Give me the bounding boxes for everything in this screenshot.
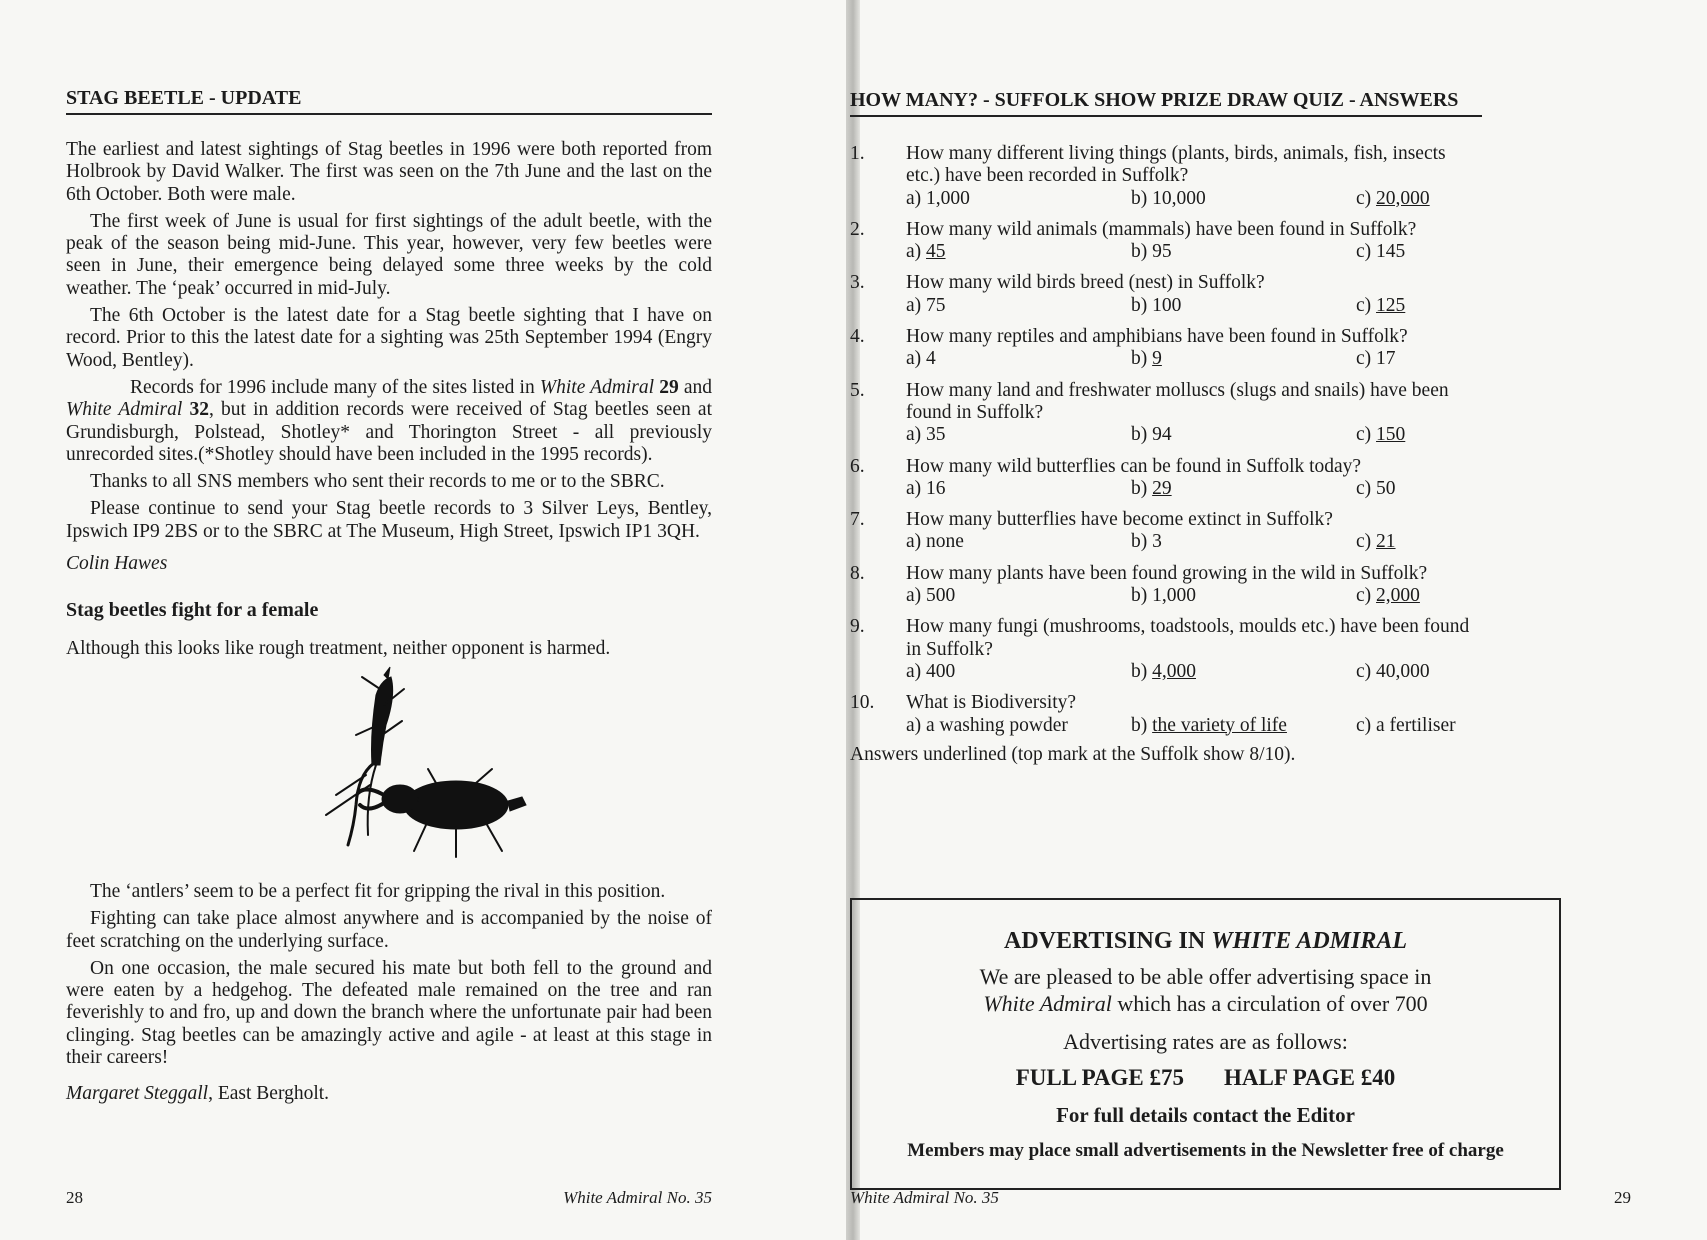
question-text: How many plants have been found growing in the wild in Suffolk? bbox=[906, 562, 1428, 584]
right-page bbox=[850, 0, 1707, 1240]
option-b: b) 3 bbox=[1131, 531, 1162, 553]
option-b: b) 1,000 bbox=[1131, 585, 1196, 607]
correct-answer: 9 bbox=[1152, 348, 1162, 370]
correct-answer: 125 bbox=[1376, 294, 1406, 316]
quiz-question bbox=[850, 456, 1482, 501]
option-c: c) a fertiliser bbox=[1356, 714, 1456, 736]
quiz-answers bbox=[850, 88, 1482, 771]
option-prefix: b) bbox=[1131, 714, 1153, 736]
quiz-question bbox=[850, 380, 1482, 447]
page-number: 28 bbox=[66, 1188, 83, 1207]
question-text: How many wild animals (mammals) have been found in Suffolk? bbox=[906, 218, 1417, 240]
question-number: 7. bbox=[850, 509, 865, 531]
advert-title bbox=[852, 928, 1559, 955]
question-number: 2. bbox=[850, 218, 865, 240]
option-b bbox=[1131, 661, 1356, 683]
answers-note: Answers underlined (top mark at the Suffolk show 8/10). bbox=[850, 743, 1296, 765]
text: which has a circulation of over 700 bbox=[1111, 991, 1428, 1016]
text: ADVERTISING IN bbox=[1003, 928, 1212, 954]
stag-beetle-article bbox=[66, 86, 712, 1111]
option-b bbox=[1131, 715, 1356, 737]
question-number: 4. bbox=[850, 326, 865, 348]
option-b: b) 10,000 bbox=[1131, 187, 1206, 209]
paragraph: The ‘antlers’ seem to be a perfect fit for gripping the rival in this position. bbox=[90, 880, 666, 902]
correct-answer: 2,000 bbox=[1376, 585, 1420, 607]
option-c: c) 145 bbox=[1356, 241, 1406, 263]
advert-members-note: Members may place small advertisements in the Newsletter free of charge bbox=[907, 1140, 1504, 1161]
option-prefix: c) bbox=[1356, 585, 1377, 607]
option-a: a) 400 bbox=[906, 660, 956, 682]
question-text: How many wild birds breed (nest) in Suffolk? bbox=[906, 272, 1265, 294]
question-text: How many butterflies have become extinct in Suffolk? bbox=[906, 509, 1333, 531]
paragraph: Fighting can take place almost anywhere and is accompanied by the noise of feet scratching on the underlying surface. bbox=[66, 908, 712, 952]
advertising-box bbox=[850, 898, 1561, 1190]
option-c bbox=[1356, 585, 1420, 607]
question-text: How many fungi (mushrooms, toadstools, moulds etc.) have been found in Suffolk? bbox=[906, 616, 1470, 660]
paragraph: Thanks to all SNS members who sent their records to me or to the SBRC. bbox=[90, 471, 665, 493]
question-text: How many wild butterflies can be found in Suffolk today? bbox=[906, 455, 1362, 477]
subheading: Stag beetles fight for a female bbox=[66, 599, 319, 622]
article-heading: STAG BEETLE - UPDATE bbox=[66, 86, 712, 115]
option-prefix: b) bbox=[1131, 348, 1153, 370]
paragraph: Although this looks like rough treatment, neither opponent is harmed. bbox=[66, 637, 611, 659]
quiz-list bbox=[850, 143, 1482, 737]
option-a: a) a washing powder bbox=[906, 714, 1068, 736]
full-page-price: FULL PAGE £75 bbox=[1015, 1065, 1185, 1090]
option-prefix: a) bbox=[906, 241, 927, 263]
option-c: c) 17 bbox=[1356, 348, 1396, 370]
option-c: c) 50 bbox=[1356, 477, 1396, 499]
question-number: 6. bbox=[850, 455, 865, 477]
footer-title: White Admiral No. 35 bbox=[563, 1188, 712, 1207]
quiz-question bbox=[850, 219, 1482, 264]
option-b: b) 94 bbox=[1131, 424, 1172, 446]
quiz-question bbox=[850, 272, 1482, 317]
question-number: 1. bbox=[850, 143, 865, 164]
text: and bbox=[678, 376, 712, 398]
option-c bbox=[1356, 295, 1405, 317]
advert-line: We are pleased to be able offer advertising space in bbox=[979, 964, 1432, 989]
option-b bbox=[1131, 478, 1356, 500]
quiz-question bbox=[850, 326, 1482, 371]
option-prefix: c) bbox=[1356, 294, 1377, 316]
publication-name: WHITE ADMIRAL bbox=[1211, 928, 1408, 954]
correct-answer: 21 bbox=[1376, 531, 1396, 553]
option-b: b) 100 bbox=[1131, 294, 1182, 316]
option-b bbox=[1131, 348, 1356, 370]
advert-contact: For full details contact the Editor bbox=[1056, 1103, 1355, 1127]
option-c bbox=[1356, 188, 1430, 210]
quiz-question bbox=[850, 616, 1482, 683]
advert-line bbox=[852, 990, 1559, 1017]
question-text: How many reptiles and amphibians have been found in Suffolk? bbox=[906, 326, 1408, 348]
paragraph: On one occasion, the male secured his mate but both fell to the ground and were eaten by a hedgehog. The defeated male remained on the tree and ran feverishly to and fro, up and down the branch where the unfortunate pair had been clinging. Stag beetles can be amazingly active and agile - at least at this stage in their careers! bbox=[66, 957, 712, 1069]
option-prefix: c) bbox=[1356, 531, 1377, 553]
author: Colin Hawes bbox=[66, 553, 168, 575]
option-a: a) 16 bbox=[906, 477, 946, 499]
quiz-question bbox=[850, 143, 1482, 210]
option-c bbox=[1356, 531, 1396, 553]
option-c bbox=[1356, 424, 1405, 446]
option-a: a) 75 bbox=[906, 294, 946, 316]
publication-name: White Admiral bbox=[66, 399, 183, 421]
option-prefix: c) bbox=[1356, 187, 1377, 209]
option-a: a) 1,000 bbox=[906, 187, 970, 209]
question-text: How many different living things (plants, birds, animals, fish, insects etc.) have been recorded in Suffolk? bbox=[906, 143, 1446, 187]
correct-answer: the variety of life bbox=[1152, 714, 1287, 736]
publication-name: White Admiral bbox=[539, 376, 655, 398]
issue-number: 29 bbox=[654, 376, 679, 398]
advert-rates-label: Advertising rates are as follows: bbox=[1063, 1029, 1348, 1054]
option-a bbox=[906, 241, 1131, 263]
author-place: , East Bergholt. bbox=[208, 1083, 330, 1105]
paragraph: The 6th October is the latest date for a Stag beetle sighting that I have on record. Prior to this the latest date for a sighting was 25th September 1994 (Engry Wood, Bentley). bbox=[66, 305, 712, 371]
option-a: a) 500 bbox=[906, 585, 956, 607]
question-number: 9. bbox=[850, 616, 865, 638]
footer-title: White Admiral No. 35 bbox=[850, 1188, 999, 1207]
left-page bbox=[0, 0, 846, 1240]
half-page-price: HALF PAGE £40 bbox=[1224, 1065, 1396, 1090]
option-a: a) none bbox=[906, 531, 964, 553]
author-signature bbox=[66, 1083, 712, 1105]
question-text: What is Biodiversity? bbox=[906, 692, 1077, 714]
option-b: b) 95 bbox=[1131, 241, 1172, 263]
text: , but in addition records were received of Stag beetles seen at Grundisburgh, Polstead, Shotley* and Thorington Street - all previously unrecorded sites.(*Shotley should have been included in the 1995 records). bbox=[66, 399, 712, 465]
question-number: 8. bbox=[850, 562, 865, 584]
paragraph: The first week of June is usual for first sightings of the adult beetle, with the peak of the season being mid-June. This year, however, very few beetles were seen in June, their emergence being delayed some three weeks by the cold weather. The ‘peak’ occurred in mid-July. bbox=[66, 210, 712, 299]
correct-answer: 29 bbox=[1152, 477, 1172, 499]
quiz-heading: HOW MANY? - SUFFOLK SHOW PRIZE DRAW QUIZ - ANSWERS bbox=[850, 88, 1482, 117]
option-prefix: b) bbox=[1131, 660, 1153, 682]
publication-name: White Admiral bbox=[983, 991, 1112, 1016]
option-a: a) 4 bbox=[906, 348, 936, 370]
question-text: How many land and freshwater molluscs (slugs and snails) have been found in Suffolk? bbox=[906, 379, 1449, 423]
correct-answer: 20,000 bbox=[1376, 187, 1430, 209]
paragraph: The earliest and latest sightings of Stag beetles in 1996 were both reported from Holbrook by David Walker. The first was seen on the 7th June and the last on the 6th October. Both were male. bbox=[66, 139, 712, 205]
option-c: c) 40,000 bbox=[1356, 660, 1430, 682]
correct-answer: 45 bbox=[926, 241, 946, 263]
text: Records for 1996 include many of the sites listed in bbox=[130, 376, 540, 398]
paragraph: Please continue to send your Stag beetle records to 3 Silver Leys, Bentley, Ipswich IP9 2BS or to the SBRC at The Museum, High Street, Ipswich IP1 3QH. bbox=[66, 498, 712, 542]
correct-answer: 4,000 bbox=[1152, 660, 1196, 682]
question-number: 3. bbox=[850, 272, 865, 294]
paragraph bbox=[66, 377, 712, 466]
stag-beetle-illustration bbox=[296, 665, 556, 875]
advert-prices bbox=[852, 1065, 1559, 1091]
option-prefix: b) bbox=[1131, 477, 1153, 499]
correct-answer: 150 bbox=[1376, 424, 1406, 446]
issue-number: 32 bbox=[182, 399, 209, 421]
quiz-question bbox=[850, 692, 1482, 737]
quiz-question bbox=[850, 509, 1482, 554]
question-number: 10. bbox=[850, 692, 875, 714]
page-number: 29 bbox=[1614, 1188, 1631, 1207]
quiz-question bbox=[850, 563, 1482, 608]
option-a: a) 35 bbox=[906, 424, 946, 446]
option-prefix: c) bbox=[1356, 424, 1377, 446]
author: Margaret Steggall bbox=[66, 1083, 209, 1105]
question-number: 5. bbox=[850, 379, 865, 401]
